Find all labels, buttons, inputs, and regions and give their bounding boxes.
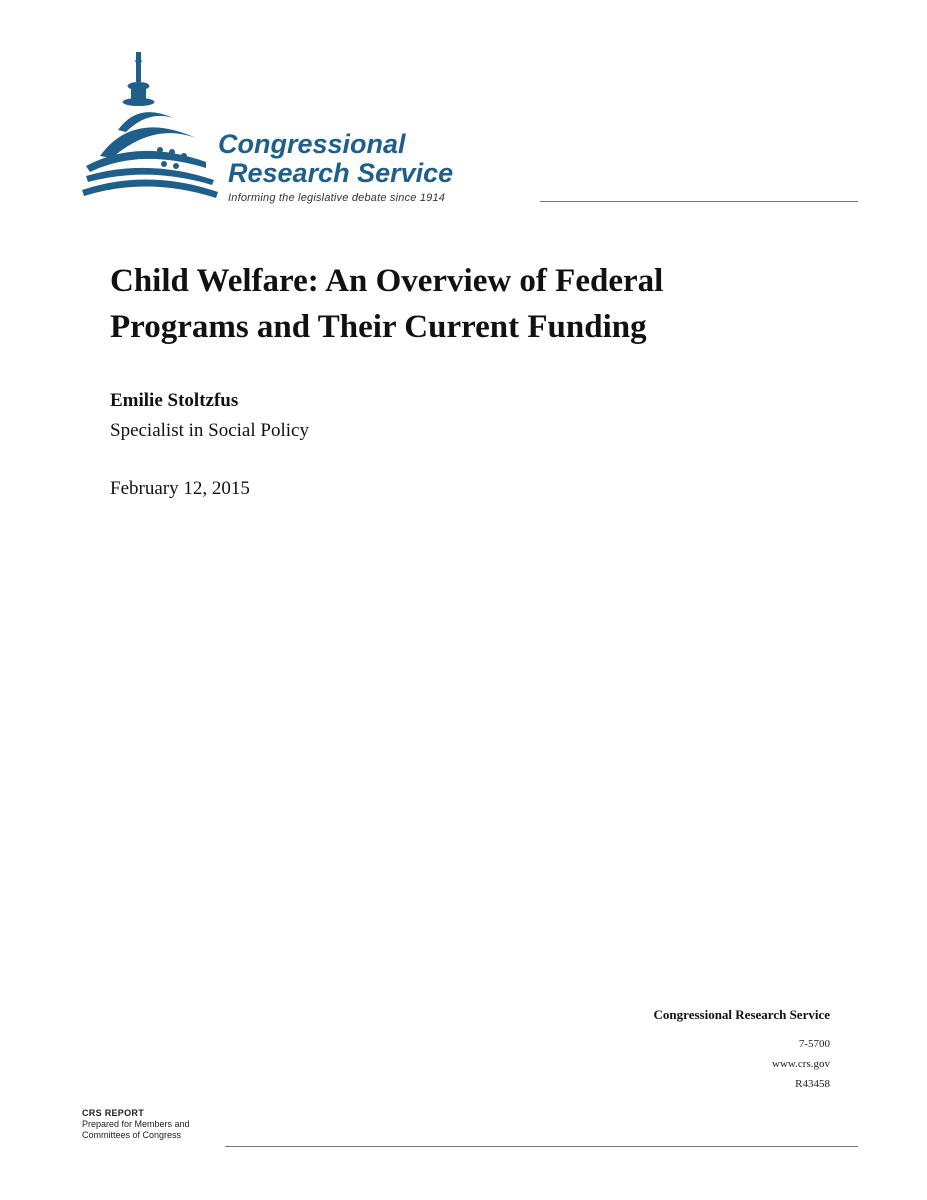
author-role: Specialist in Social Policy [110,420,309,441]
crs-info-report-number: R43458 [795,1078,830,1090]
capitol-dome-icon [78,52,228,212]
footer-divider [225,1146,858,1147]
crs-info-block [654,1007,830,1094]
report-title-line2: Programs and Their Current Funding [110,309,647,345]
report-title [110,258,810,350]
report-title-line1: Child Welfare: An Overview of Federal [110,263,664,299]
report-footer-title: CRS REPORT [82,1108,145,1118]
report-footer [82,1108,190,1141]
crs-info-org: Congressional Research Service [653,1007,830,1022]
report-footer-line1: Prepared for Members and [82,1119,190,1129]
crs-info-code: 7-5700 [798,1038,830,1050]
header-divider [540,201,858,202]
org-name-line2: Research Service [228,158,454,188]
organization-name [218,130,453,188]
crs-info-url: www.crs.gov [772,1058,830,1070]
org-name-line1: Congressional [218,129,406,159]
tagline: Informing the legislative debate since 1914 [228,192,446,204]
report-date: February 12, 2015 [110,478,250,499]
report-footer-line2: Committees of Congress [82,1130,182,1140]
author-name: Emilie Stoltzfus [110,390,239,411]
